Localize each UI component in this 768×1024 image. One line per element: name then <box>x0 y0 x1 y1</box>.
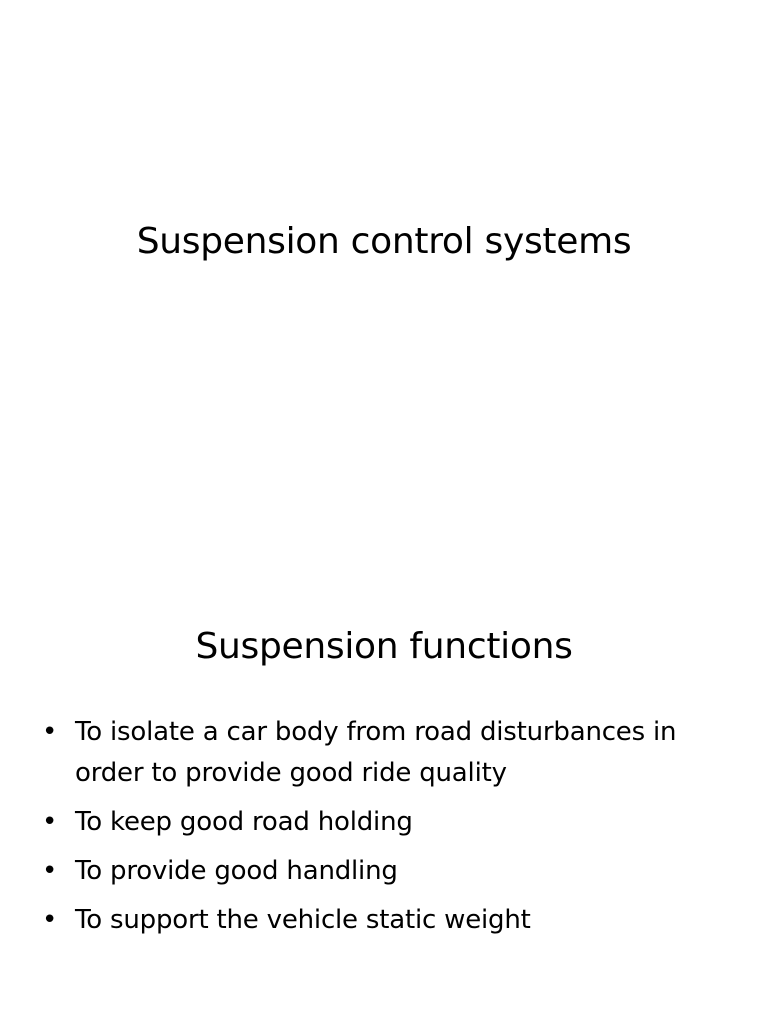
bullet-icon: • <box>42 905 58 935</box>
bullet-list <box>42 712 742 949</box>
content-slide <box>0 512 768 1024</box>
bullet-text: To isolate a car body from road disturbances in order to provide good ride quality <box>75 717 677 788</box>
bullet-item <box>42 900 742 941</box>
bullet-icon: • <box>42 856 58 886</box>
slide-title: Suspension control systems <box>136 221 632 262</box>
bullet-text: To keep good road holding <box>75 807 413 837</box>
bullet-text: To support the vehicle static weight <box>75 905 531 935</box>
bullet-icon: • <box>42 717 58 747</box>
bullet-text: To provide good handling <box>75 856 398 886</box>
bullet-item <box>42 851 742 892</box>
bullet-item <box>42 802 742 843</box>
bullet-item <box>42 712 742 794</box>
slide-heading: Suspension functions <box>195 626 573 667</box>
bullet-icon: • <box>42 807 58 837</box>
